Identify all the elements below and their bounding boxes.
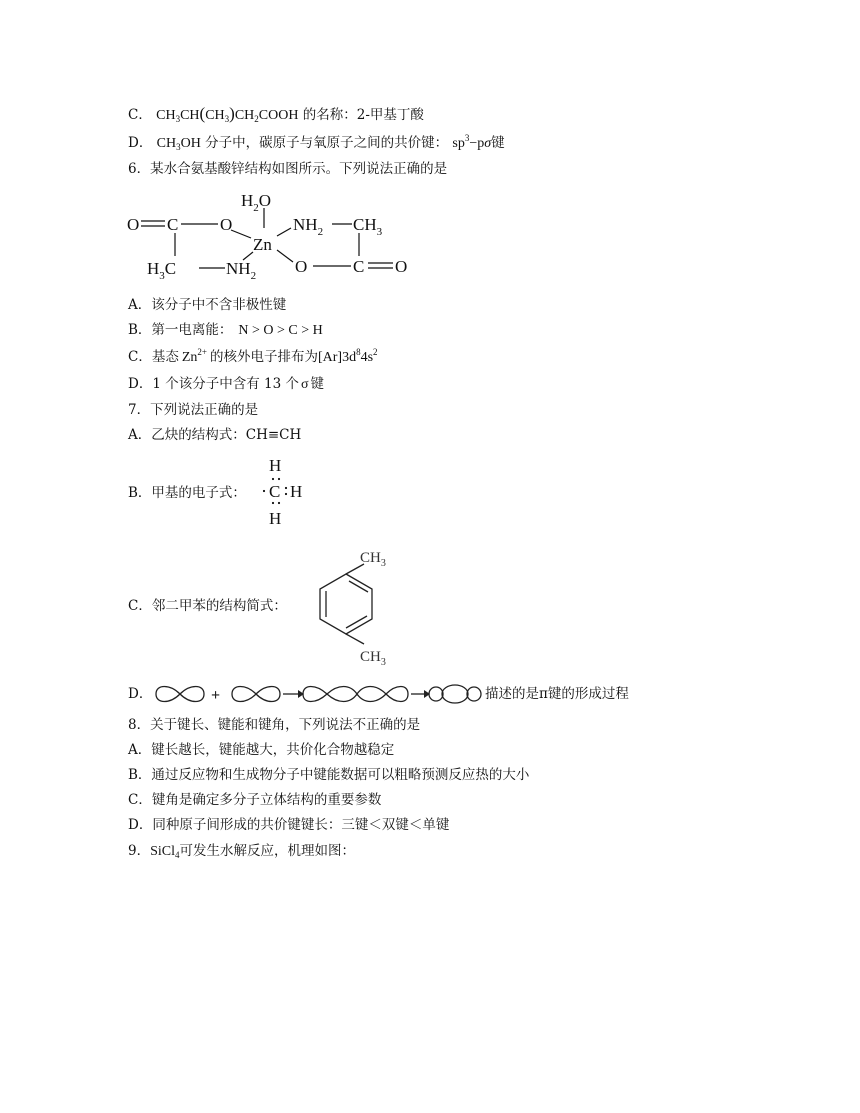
q5-option-d: D． $CH_3OH$ 分子中，碳原子与氧原子之间的共价键： $sp^3-p\sigma$键 <box>128 133 505 152</box>
q9-stem: 9．SiCl$_4$可发生水解反应，机理如图： <box>128 843 355 860</box>
xylene-structure <box>298 543 398 668</box>
svg-text:NH2: $NH_2$ <box>226 259 257 282</box>
bond-type: $sp^3-p\sigma$ <box>452 133 492 151</box>
q5-option-c <box>128 105 424 125</box>
svg-text:+: + <box>211 687 221 704</box>
q8-option-c: C．键角是确定多分子立体结构的重要参数 <box>128 792 382 808</box>
svg-text:H: H <box>290 482 303 501</box>
svg-text:CH3: $CH_3$ <box>360 550 386 569</box>
q7-option-d-text: 描述的是π键的形成过程 <box>485 686 629 702</box>
pi-bond-formation-diagram <box>150 681 485 707</box>
q6-option-a: A．该分子中不含非极性键 <box>128 297 287 313</box>
atom-o: O <box>395 257 408 276</box>
q8-stem: 8．关于键长、键能和键角，下列说法不正确的是 <box>128 717 421 733</box>
q7-option-b: B．甲基的电子式： <box>128 485 246 501</box>
q6-stem: 6．某水合氨基酸锌结构如图所示。下列说法正确的是 <box>128 161 448 177</box>
atom-c: C <box>167 215 179 234</box>
svg-text:C: C <box>269 482 281 501</box>
q6-option-d: D．1 个该分子中含有 13 个 σ 键 <box>128 376 325 392</box>
atom-o: O <box>295 257 308 276</box>
svg-text:H2O: $H_2O$ <box>241 191 272 214</box>
formula: $CH_3OH$ <box>156 136 201 152</box>
svg-text:CH3: $CH_3$ <box>353 215 383 238</box>
q7-stem: 7．下列说法正确的是 <box>128 402 259 418</box>
svg-text:H: H <box>269 509 282 528</box>
svg-text:H: H <box>269 456 282 475</box>
q8-option-d: D．同种原子间形成的共价键键长：三键＜双键＜单键 <box>128 817 450 833</box>
q8-option-b: B．通过反应物和生成物分子中键能数据可以粗略预测反应热的大小 <box>128 767 530 783</box>
svg-text:H3C: $H_3C$ <box>147 259 177 282</box>
option-text: 的名称：2-甲基丁酸 <box>302 107 424 123</box>
svg-text:CH3: $CH_3$ <box>360 649 386 668</box>
atom-zn: Zn <box>253 235 272 254</box>
atom-o: O <box>220 215 233 234</box>
atom-c: C <box>353 257 365 276</box>
formula: $CH_3CH(CH_3)CH_2COOH$ <box>156 104 299 124</box>
q7-option-a: A．乙炔的结构式：CH≡CH <box>128 427 302 443</box>
methyl-electron-formula <box>260 455 320 530</box>
zinc-amino-acid-structure <box>125 186 425 286</box>
svg-text:NH2: $NH_2$ <box>293 215 324 238</box>
q7-option-c: C．邻二甲苯的结构简式： <box>128 598 287 614</box>
q7-option-d: D． <box>128 686 153 702</box>
q8-option-a: A．键长越长，键能越大，共价化合物越稳定 <box>128 742 395 758</box>
q6-option-b: B．第一电离能： N > O > C > H <box>128 322 323 338</box>
option-text: 分子中，碳原子与氧原子之间的共价键： <box>205 135 449 151</box>
option-label: C． <box>128 107 152 123</box>
option-label: D． <box>128 135 153 151</box>
atom-o: O <box>127 215 140 234</box>
q6-option-c: C．基态 $Zn^{2+}$ 的核外电子排布为$[Ar]3d^84s^2$ <box>128 347 378 365</box>
